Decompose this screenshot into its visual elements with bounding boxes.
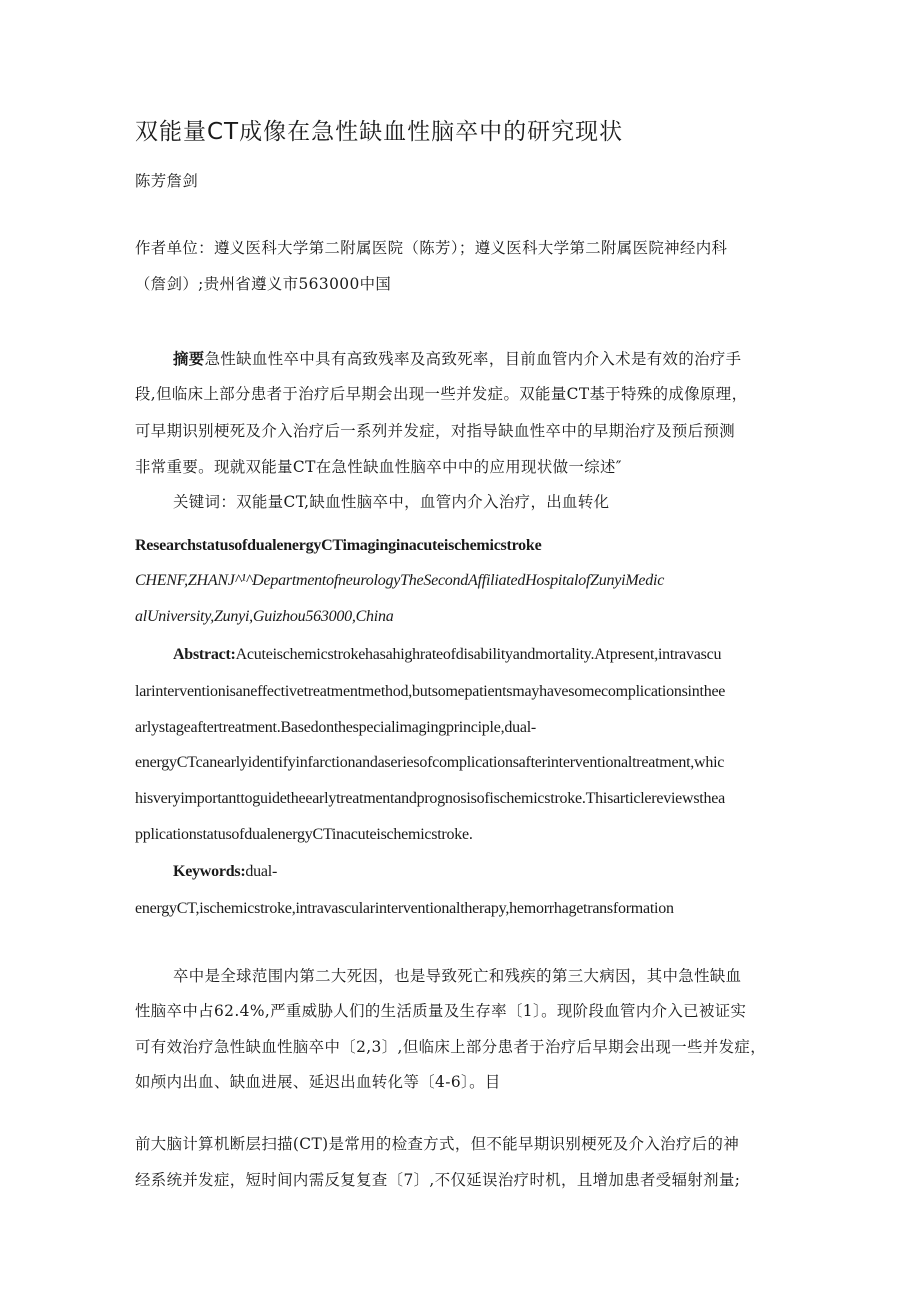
abstract-cn-line-4: 非常重要。现就双能量CT在急性缺血性脑卒中中的应用现状做一综述″	[135, 458, 622, 476]
body-p1-line-1: 卒中是全球范围内第二大死因，也是导致死亡和残疾的第三大病因，其中急性缺血	[173, 967, 742, 985]
authors-en-line-1: CHENF,ZHANJ^¹^DepartmentofneurologyTheSecondAffiliatedHospitalofZunyiMedic	[135, 572, 665, 589]
abstract-cn-line-1	[173, 349, 741, 369]
abstract-cn-line-3: 可早期识别梗死及介入治疗后一系列并发症，对指导缺血性卒中的早期治疗及预后预测	[135, 422, 736, 440]
abstract-cn-text: 急性缺血性卒中具有高致残率及高致死率，目前血管内介入术是有效的治疗手	[204, 350, 742, 368]
paper-title: 双能量CT成像在急性缺血性脑卒中的研究现状	[135, 119, 624, 145]
authors-en-line-2: alUniversity,Zunyi,Guizhou563000,China	[135, 608, 394, 625]
title-en: ResearchstatusofdualenergyCTimaginginacuteischemicstroke	[135, 537, 542, 554]
abstract-cn-label: 摘要	[173, 350, 205, 368]
body-p2-line-2: 经系统并发症，短时间内需反复复查〔7〕,不仅延误治疗时机，且增加患者受辐射剂量;	[135, 1171, 741, 1189]
keywords-en-line-2: energyCT,ischemicstroke,intravascularinterventionaltherapy,hemorrhagetransformation	[135, 900, 674, 917]
abstract-en-line-5: hisveryimportanttoguidetheearlytreatmentandprognosisofischemicstroke.Thisarticlereviewsthea	[135, 790, 725, 807]
keywords-en-label: Keywords:	[173, 863, 246, 880]
keywords-en-text: dual-	[245, 863, 278, 880]
abstract-en-label: Abstract:	[173, 646, 236, 663]
body-p1-line-3: 可有效治疗急性缺血性脑卒中〔2,3〕,但临床上部分患者于治疗后早期会出现一些并发症，	[135, 1038, 767, 1056]
abstract-en-text: Acuteischemicstrokehasahighrateofdisabilityandmortality.Atpresent,intravascu	[235, 646, 722, 663]
affiliation-line-1: 作者单位：遵义医科大学第二附属医院（陈芳）；遵义医科大学第二附属医院神经内科	[135, 239, 728, 257]
body-p1-line-4: 如颅内出血、缺血进展、延迟出血转化等〔4-6〕。目	[135, 1073, 501, 1091]
body-p1-line-2: 性脑卒中占62.4%,严重威胁人们的生活质量及生存率〔1〕。现阶段血管内介入已被证实	[135, 1002, 747, 1020]
body-p2-line-1: 前大脑计算机断层扫描(CT)是常用的检查方式，但不能早期识别梗死及介入治疗后的神	[135, 1135, 740, 1153]
abstract-en-line-1	[173, 645, 721, 665]
keywords-en-line-1	[173, 862, 277, 882]
keywords-cn: 关键词：双能量CT,缺血性脑卒中，血管内介入治疗，出血转化	[173, 493, 610, 511]
abstract-en-line-2: larinterventionisaneffectivetreatmentmethod,butsomepatientsmayhavesomecomplicationsinthee	[135, 683, 726, 700]
abstract-en-line-6: pplicationstatusofdualenergyCTinacuteischemicstroke.	[135, 826, 473, 843]
abstract-en-line-3: arlystageaftertreatment.Basedonthespecialimagingprinciple,dual-	[135, 719, 536, 736]
abstract-en-line-4: energyCTcanearlyidentifyinfarctionandaseriesofcomplicationsafterinterventionaltreatment,whic	[135, 754, 725, 771]
abstract-cn-line-2: 段,但临床上部分患者于治疗后早期会出现一些并发症。双能量CT基于特殊的成像原理，	[135, 385, 748, 403]
affiliation-line-2: （詹剑）;贵州省遵义市563000中国	[135, 275, 392, 293]
authors: 陈芳詹剑	[135, 172, 199, 190]
